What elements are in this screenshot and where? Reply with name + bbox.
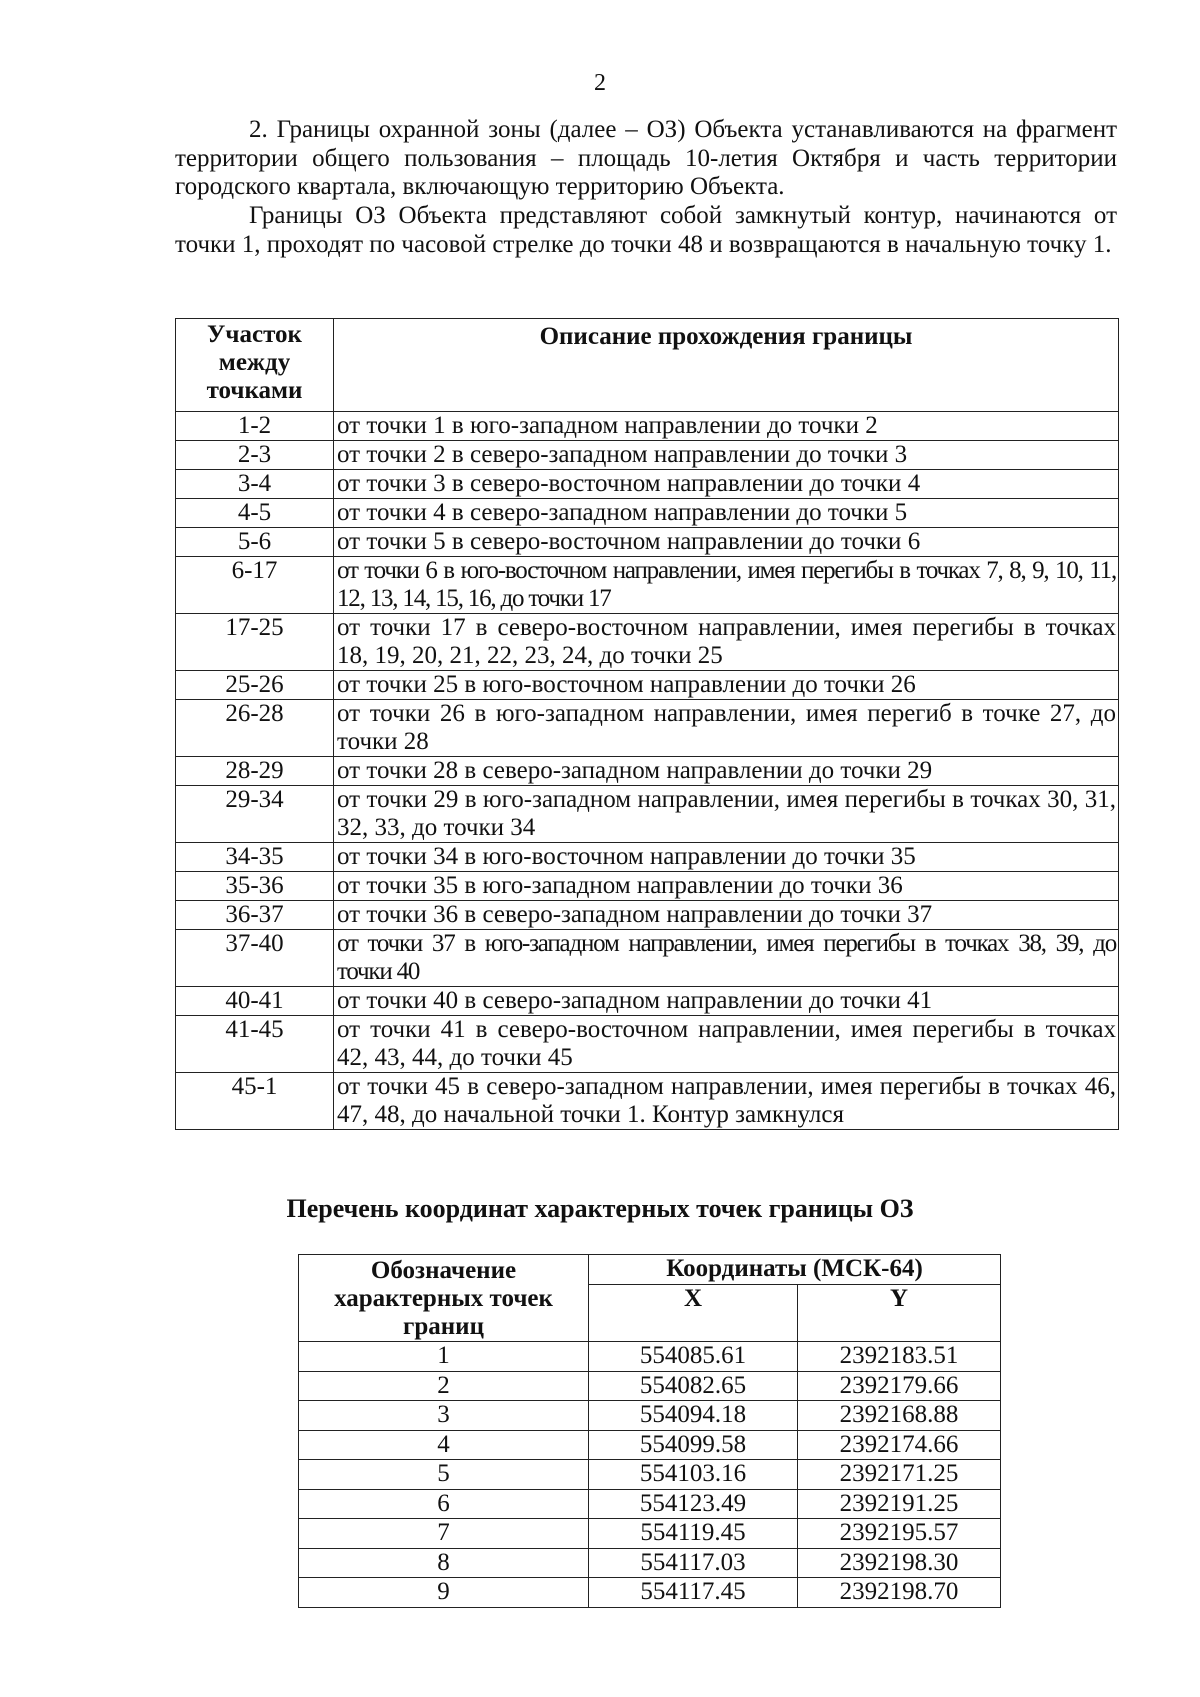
description-cell: от точки 41 в северо-восточном направлении, имея перегибы в точках 42, 43, 44, до точки 45 bbox=[334, 1016, 1119, 1073]
column-header-point-name: Обозначение характерных точек границ bbox=[299, 1255, 589, 1342]
segment-cell: 17-25 bbox=[176, 614, 334, 671]
segment-cell: 29-34 bbox=[176, 786, 334, 843]
description-cell: от точки 5 в северо-восточном направлении до точки 6 bbox=[334, 528, 1119, 557]
table-row bbox=[299, 1401, 1001, 1431]
coordinate-x-cell: 554094.18 bbox=[589, 1401, 798, 1431]
table-row bbox=[176, 757, 1119, 786]
coordinate-y-cell: 2392198.30 bbox=[798, 1548, 1001, 1578]
segment-cell: 41-45 bbox=[176, 1016, 334, 1073]
table-row bbox=[176, 499, 1119, 528]
table-row bbox=[299, 1460, 1001, 1490]
table-row bbox=[176, 470, 1119, 499]
coordinate-y-cell: 2392168.88 bbox=[798, 1401, 1001, 1431]
column-header-y: Y bbox=[798, 1285, 1001, 1342]
coordinate-x-cell: 554119.45 bbox=[589, 1519, 798, 1549]
table-row bbox=[299, 1519, 1001, 1549]
coordinate-y-cell: 2392179.66 bbox=[798, 1371, 1001, 1401]
column-header-x: X bbox=[589, 1285, 798, 1342]
point-number-cell: 6 bbox=[299, 1489, 589, 1519]
table-row bbox=[299, 1548, 1001, 1578]
table-row bbox=[176, 1073, 1119, 1130]
table-row bbox=[176, 700, 1119, 757]
point-number-cell: 7 bbox=[299, 1519, 589, 1549]
page-number: 2 bbox=[594, 70, 606, 96]
description-cell: от точки 6 в юго-восточном направлении, имея перегибы в точках 7, 8, 9, 10, 11, 12, 13, 14, 15, 16, до точки 17 bbox=[334, 557, 1119, 614]
segment-cell: 6-17 bbox=[176, 557, 334, 614]
coordinate-y-cell: 2392191.25 bbox=[798, 1489, 1001, 1519]
description-cell: от точки 1 в юго-западном направлении до точки 2 bbox=[334, 412, 1119, 441]
paragraph-contour bbox=[175, 202, 1117, 259]
coordinates-section-title: Перечень координат характерных точек границы ОЗ bbox=[286, 1194, 914, 1223]
table-row bbox=[176, 441, 1119, 470]
description-cell: от точки 45 в северо-западном направлении, имея перегибы в точках 46, 47, 48, до начальной точки 1. Контур замкнулся bbox=[334, 1073, 1119, 1130]
segment-cell: 36-37 bbox=[176, 901, 334, 930]
description-cell: от точки 2 в северо-западном направлении до точки 3 bbox=[334, 441, 1119, 470]
description-cell: от точки 3 в северо-восточном направлении до точки 4 bbox=[334, 470, 1119, 499]
segment-cell: 45-1 bbox=[176, 1073, 334, 1130]
paragraph-text: Границы ОЗ Объекта представляют собой замкнутый контур, начинаются от точки 1, проходят по часовой стрелке до точки 48 и возвращаются в начальную точку 1. bbox=[175, 202, 1117, 258]
table-row bbox=[299, 1578, 1001, 1608]
coordinate-y-cell: 2392183.51 bbox=[798, 1342, 1001, 1372]
coordinate-x-cell: 554103.16 bbox=[589, 1460, 798, 1490]
table-row bbox=[299, 1371, 1001, 1401]
table-row bbox=[176, 671, 1119, 700]
segment-cell: 26-28 bbox=[176, 700, 334, 757]
table-row bbox=[176, 987, 1119, 1016]
coordinate-y-cell: 2392174.66 bbox=[798, 1430, 1001, 1460]
description-cell: от точки 28 в северо-западном направлении до точки 29 bbox=[334, 757, 1119, 786]
description-cell: от точки 29 в юго-западном направлении, имея перегибы в точках 30, 31, 32, 33, до точки 34 bbox=[334, 786, 1119, 843]
table-row bbox=[176, 843, 1119, 872]
description-cell: от точки 37 в юго-западном направлении, имея перегибы в точках 38, 39, до точки 40 bbox=[334, 930, 1119, 987]
table-row bbox=[176, 614, 1119, 671]
coordinate-x-cell: 554099.58 bbox=[589, 1430, 798, 1460]
coordinate-y-cell: 2392171.25 bbox=[798, 1460, 1001, 1490]
table-row bbox=[176, 786, 1119, 843]
point-number-cell: 5 bbox=[299, 1460, 589, 1490]
segment-cell: 4-5 bbox=[176, 499, 334, 528]
segment-cell: 25-26 bbox=[176, 671, 334, 700]
table-row bbox=[176, 412, 1119, 441]
description-cell: от точки 36 в северо-западном направлении до точки 37 bbox=[334, 901, 1119, 930]
segment-cell: 37-40 bbox=[176, 930, 334, 987]
table-row bbox=[176, 930, 1119, 987]
description-cell: от точки 25 в юго-восточном направлении до точки 26 bbox=[334, 671, 1119, 700]
coordinate-y-cell: 2392195.57 bbox=[798, 1519, 1001, 1549]
table-row bbox=[176, 1016, 1119, 1073]
point-number-cell: 1 bbox=[299, 1342, 589, 1372]
table-row bbox=[176, 528, 1119, 557]
description-cell: от точки 35 в юго-западном направлении до точки 36 bbox=[334, 872, 1119, 901]
segment-cell: 34-35 bbox=[176, 843, 334, 872]
coordinate-x-cell: 554117.03 bbox=[589, 1548, 798, 1578]
description-cell: от точки 4 в северо-западном направлении до точки 5 bbox=[334, 499, 1119, 528]
segment-cell: 35-36 bbox=[176, 872, 334, 901]
table-row bbox=[176, 901, 1119, 930]
table-row bbox=[299, 1489, 1001, 1519]
point-number-cell: 3 bbox=[299, 1401, 589, 1431]
segment-cell: 3-4 bbox=[176, 470, 334, 499]
paragraph-boundaries bbox=[175, 116, 1117, 202]
column-header-coordinates: Координаты (МСК-64) bbox=[589, 1255, 1001, 1285]
coordinate-x-cell: 554085.61 bbox=[589, 1342, 798, 1372]
point-number-cell: 8 bbox=[299, 1548, 589, 1578]
coordinate-x-cell: 554117.45 bbox=[589, 1578, 798, 1608]
table-header-row bbox=[299, 1255, 1001, 1285]
description-cell: от точки 34 в юго-восточном направлении до точки 35 bbox=[334, 843, 1119, 872]
paragraph-text: 2. Границы охранной зоны (далее – ОЗ) Объекта устанавливаются на фрагмент территории общего пользования – площадь 10-летия Октября и часть территории городского квартала, включающую территорию Объекта. bbox=[175, 116, 1117, 200]
description-cell: от точки 26 в юго-западном направлении, имея перегиб в точке 27, до точки 28 bbox=[334, 700, 1119, 757]
coordinate-x-cell: 554082.65 bbox=[589, 1371, 798, 1401]
table-row bbox=[176, 557, 1119, 614]
description-cell: от точки 40 в северо-западном направлении до точки 41 bbox=[334, 987, 1119, 1016]
coordinate-y-cell: 2392198.70 bbox=[798, 1578, 1001, 1608]
column-header-segment: Участок между точками bbox=[176, 319, 334, 412]
coordinate-x-cell: 554123.49 bbox=[589, 1489, 798, 1519]
segment-cell: 28-29 bbox=[176, 757, 334, 786]
point-number-cell: 9 bbox=[299, 1578, 589, 1608]
table-row bbox=[176, 872, 1119, 901]
segment-cell: 5-6 bbox=[176, 528, 334, 557]
column-header-description: Описание прохождения границы bbox=[334, 319, 1119, 412]
point-number-cell: 2 bbox=[299, 1371, 589, 1401]
segment-cell: 1-2 bbox=[176, 412, 334, 441]
table-header-row bbox=[176, 319, 1119, 412]
point-number-cell: 4 bbox=[299, 1430, 589, 1460]
description-cell: от точки 17 в северо-восточном направлении, имея перегибы в точках 18, 19, 20, 21, 22, 23, 24, до точки 25 bbox=[334, 614, 1119, 671]
table-row bbox=[299, 1430, 1001, 1460]
segment-cell: 40-41 bbox=[176, 987, 334, 1016]
segment-cell: 2-3 bbox=[176, 441, 334, 470]
table-row bbox=[299, 1342, 1001, 1372]
boundary-description-table bbox=[175, 318, 1119, 1130]
coordinates-table bbox=[298, 1254, 1001, 1608]
